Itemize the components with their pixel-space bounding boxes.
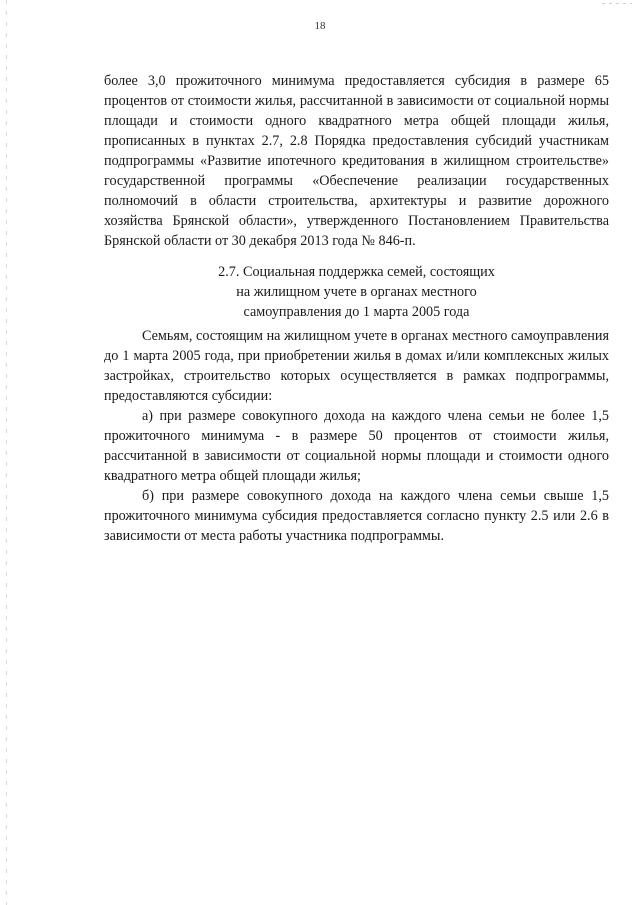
section-paragraph: Семьям, состоящим на жилищном учете в органах местного самоуправления до 1 марта 2005 года, при приобретении жилья в домах и/или комплексных жилых застройках, строительство которых осуществляется в рамках подпрограммы, предоставляются субсидии:: [104, 328, 609, 404]
section-heading-line: самоуправления до 1 марта 2005 года: [243, 304, 470, 320]
section-item-b: б) при размере совокупного дохода на каждого члена семьи свыше 1,5 прожиточного минимума субсидия предоставляется согласно пункту 2.5 или 2.6 в зависимости от места работы участника подпрограммы.: [104, 488, 609, 544]
scan-edge-artifact: [6, 0, 7, 905]
section-heading-line: 2.7. Социальная поддержка семей, состоящих: [218, 264, 495, 280]
section-heading-line: на жилищном учете в органах местного: [236, 284, 477, 300]
scan-edge-top-artifact: [602, 3, 632, 4]
section-body: [104, 326, 609, 546]
section-item-a: а) при размере совокупного дохода на каждого члена семьи не более 1,5 прожиточного минимума - в размере 50 процентов от стоимости жилья, рассчитанной в зависимости от социальной нормы площади и стоимости одного квадратного метра общей площади жилья;: [104, 408, 609, 484]
intro-block: [104, 71, 609, 251]
section-heading: [104, 262, 609, 322]
page-number: 18: [314, 20, 326, 32]
intro-paragraph: более 3,0 прожиточного минимума предоставляется субсидия в размере 65 процентов от стоимости жилья, рассчитанной в зависимости от социальной нормы площади и стоимости одного квадратного метра общей площади жилья, прописанных в пунктах 2.7, 2.8 Порядка предоставления субсидий участникам подпрограммы «Развитие ипотечного кредитования в жилищном строительстве» государственной программы «Обеспечение реализации государственных полномочий в области строительства, архитектуры и развитие дорожного хозяйства Брянской области», утвержденного Постановлением Правительства Брянской области от 30 декабря 2013 года № 846-п.: [104, 73, 609, 249]
